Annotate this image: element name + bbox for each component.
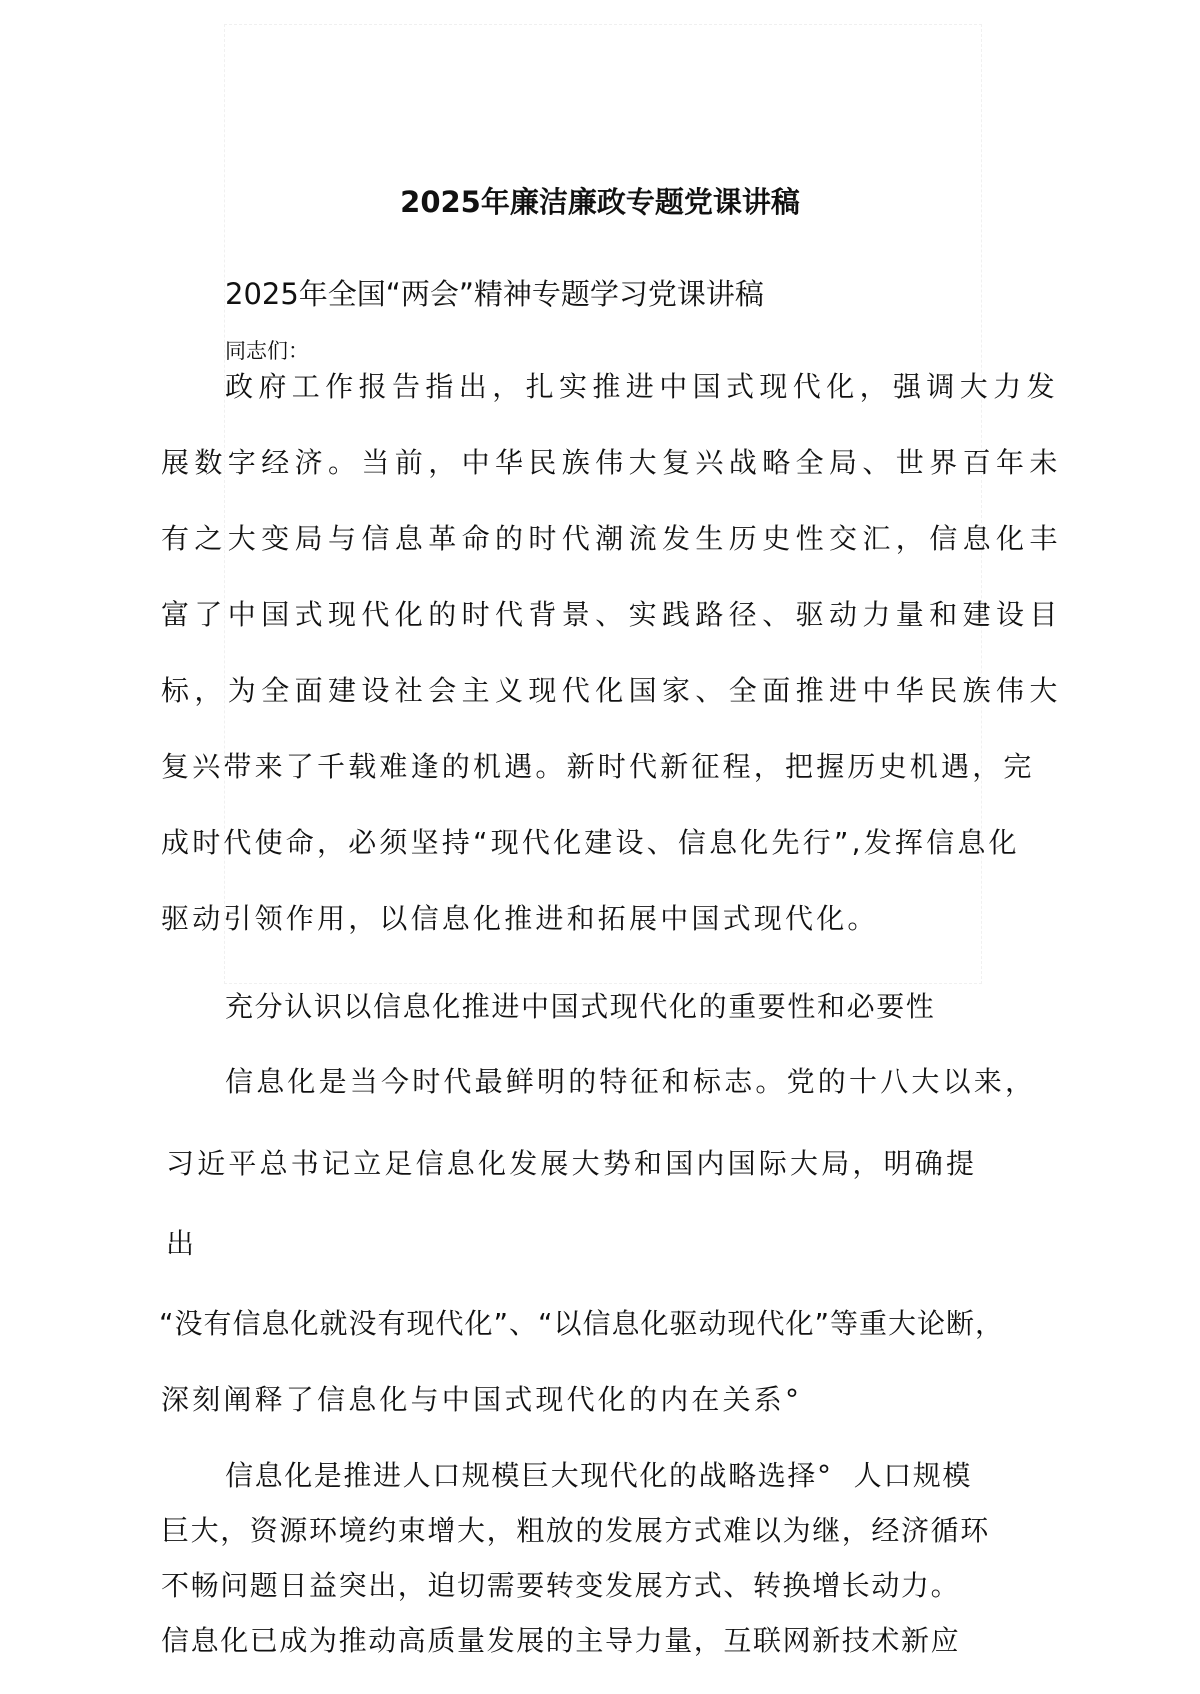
body-line: 成时代使命，必须坚持“现代化建设、信息化先行”,发挥信息化 xyxy=(161,826,1020,859)
body-line: 政府工作报告指出，扎实推进中国式现代化，强调大力发 xyxy=(225,370,1061,403)
body-line: 驱动引领作用，以信息化推进和拓展中国式现代化。 xyxy=(161,902,879,935)
body-line: 出 xyxy=(166,1227,198,1260)
body-line: 巨大，资源环境约束增大，粗放的发展方式难以为继，经济循环 xyxy=(161,1514,990,1547)
body-line: 展数字经济。当前，中华民族伟大复兴战略全局、世界百年未 xyxy=(161,446,1063,479)
body-line: 不畅问题日益突出，迫切需要转变发展方式、转换增长动力。 xyxy=(161,1569,961,1602)
body-line: 信息化是推进人口规模巨大现代化的战略选择° 人口规模 xyxy=(225,1459,973,1492)
body-line: 深刻阐释了信息化与中国式现代化的内在关系° xyxy=(161,1383,803,1416)
body-line: 信息化已成为推动高质量发展的主导力量，互联网新技术新应 xyxy=(161,1624,961,1657)
body-line: 复兴带来了千载难逢的机遇。新时代新征程，把握历史机遇，完 xyxy=(161,750,1035,783)
salutation: 同志们： xyxy=(225,339,309,363)
body-line: 有之大变局与信息革命的时代潮流发生历史性交汇，信息化丰 xyxy=(161,522,1063,555)
body-line: 标，为全面建设社会主义现代化国家、全面推进中华民族伟大 xyxy=(161,674,1063,707)
body-line: “没有信息化就没有现代化”、“以信息化驱动现代化”等重大论断， xyxy=(159,1307,1005,1340)
section-heading: 充分认识以信息化推进中国式现代化的重要性和必要性 xyxy=(225,990,936,1023)
document-subtitle: 2025年全国“两会”精神专题学习党课讲稿 xyxy=(225,277,764,311)
body-line: 信息化是当今时代最鲜明的特征和标志。党的十八大以来， xyxy=(225,1065,1037,1098)
body-line: 富了中国式现代化的时代背景、实践路径、驱动力量和建设目 xyxy=(161,598,1063,631)
document-title: 2025年廉洁廉政专题党课讲稿 xyxy=(400,185,800,219)
body-line: 习近平总书记立足信息化发展大势和国内国际大局，明确提 xyxy=(166,1147,978,1180)
